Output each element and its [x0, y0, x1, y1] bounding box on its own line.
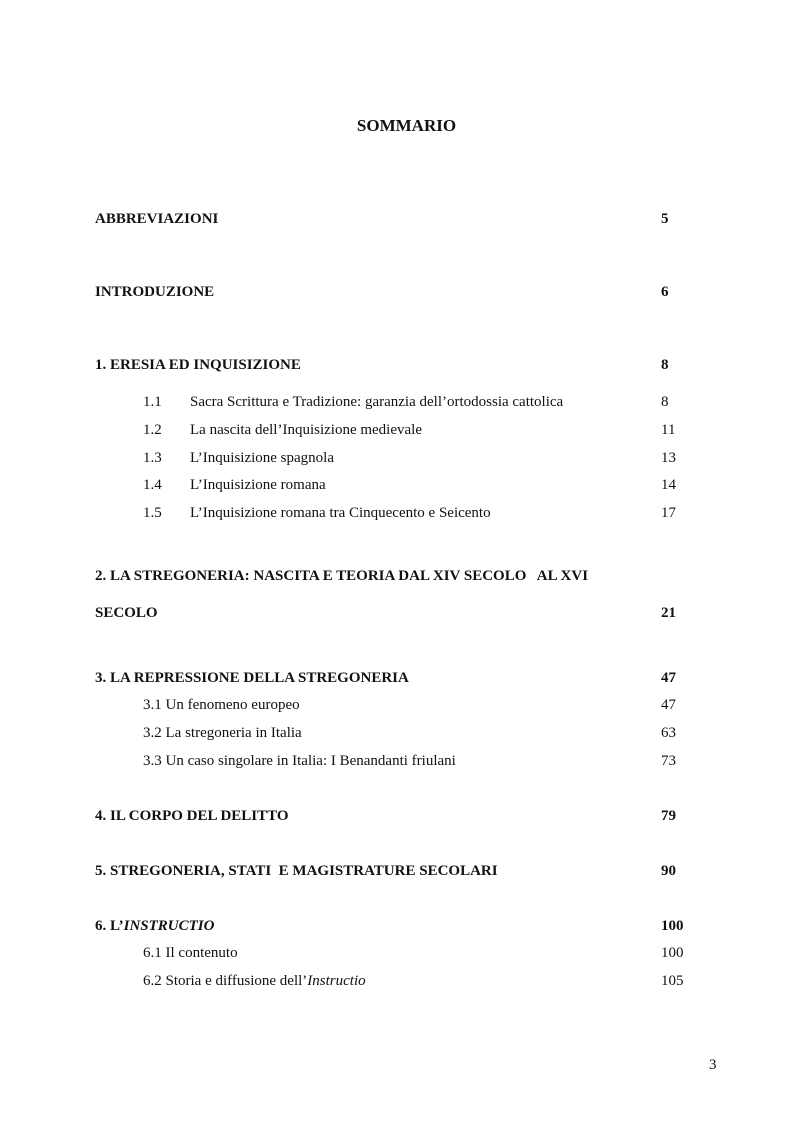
toc-section-1-1-page: 8: [661, 394, 669, 410]
toc-section-6-2-title-italic: Instructio: [307, 973, 366, 989]
toc-section-1-3-title: L’Inquisizione spagnola: [190, 450, 335, 466]
toc-section-1-4-page: 14: [661, 477, 676, 493]
toc-chapter-4-label: 4. IL CORPO DEL DELITTO: [95, 808, 289, 824]
toc-section-1-4-number: 1.4: [143, 477, 162, 493]
toc-chapter-5-label: 5. STREGONERIA, STATI E MAGISTRATURE SECOLARI: [95, 863, 498, 879]
toc-chapter-1-page: 8: [661, 357, 669, 373]
toc-chapter-4-page: 79: [661, 808, 676, 824]
toc-chapter-6-label-italic: INSTRUCTIO: [123, 918, 215, 934]
toc-section-1-5-page: 17: [661, 505, 676, 521]
toc-section-1-1-number: 1.1: [143, 394, 162, 410]
toc-chapter-2-label-line1: 2. LA STREGONERIA: NASCITA E TEORIA DAL XIV SECOLO AL XVI: [95, 568, 589, 584]
toc-entry-introduzione-page: 6: [661, 284, 669, 300]
toc-section-1-2-title: La nascita dell’Inquisizione medievale: [190, 422, 422, 438]
toc-chapter-3-label: 3. LA REPRESSIONE DELLA STREGONERIA: [95, 670, 409, 686]
toc-section-3-3-title: 3.3 Un caso singolare in Italia: I Benandanti friulani: [143, 753, 456, 769]
toc-chapter-2-page: 21: [661, 605, 676, 621]
toc-section-1-1-title: Sacra Scrittura e Tradizione: garanzia dell’ortodossia cattolica: [190, 394, 564, 410]
page-title: SOMMARIO: [356, 116, 457, 135]
toc-section-3-1-page: 47: [661, 697, 676, 713]
toc-chapter-6-page: 100: [661, 918, 684, 934]
toc-chapter-5-page: 90: [661, 863, 676, 879]
toc-section-6-1-page: 100: [661, 945, 684, 961]
toc-entry-abbreviazioni-label: ABBREVIAZIONI: [95, 211, 219, 227]
toc-section-6-2-title-prefix: 6.2 Storia e diffusione dell’: [143, 973, 308, 989]
toc-section-1-4-title: L’Inquisizione romana: [190, 477, 326, 493]
toc-section-6-1-title: 6.1 Il contenuto: [143, 945, 238, 961]
toc-section-3-2-page: 63: [661, 725, 676, 741]
toc-section-1-3-page: 13: [661, 450, 676, 466]
page-number: 3: [709, 1057, 717, 1073]
toc-chapter-6-label-prefix: 6. L’: [95, 918, 124, 934]
toc-chapter-3-page: 47: [661, 670, 676, 686]
toc-chapter-1-label: 1. ERESIA ED INQUISIZIONE: [95, 357, 301, 373]
toc-section-6-2-title: [143, 974, 366, 989]
toc-section-1-3-number: 1.3: [143, 450, 162, 466]
toc-entry-abbreviazioni-page: 5: [661, 211, 669, 227]
toc-section-3-3-page: 73: [661, 753, 676, 769]
toc-section-1-2-number: 1.2: [143, 422, 162, 438]
toc-chapter-6-label: [95, 919, 214, 934]
toc-entry-introduzione-label: INTRODUZIONE: [95, 284, 215, 300]
toc-section-1-5-title: L’Inquisizione romana tra Cinquecento e Seicento: [190, 505, 491, 521]
toc-section-6-2-page: 105: [661, 973, 684, 989]
toc-section-1-2-page: 11: [661, 422, 676, 438]
toc-section-3-2-title: 3.2 La stregoneria in Italia: [143, 725, 302, 741]
toc-chapter-2-label-line2: SECOLO: [95, 605, 158, 621]
toc-section-3-1-title: 3.1 Un fenomeno europeo: [143, 697, 300, 713]
toc-section-1-5-number: 1.5: [143, 505, 162, 521]
